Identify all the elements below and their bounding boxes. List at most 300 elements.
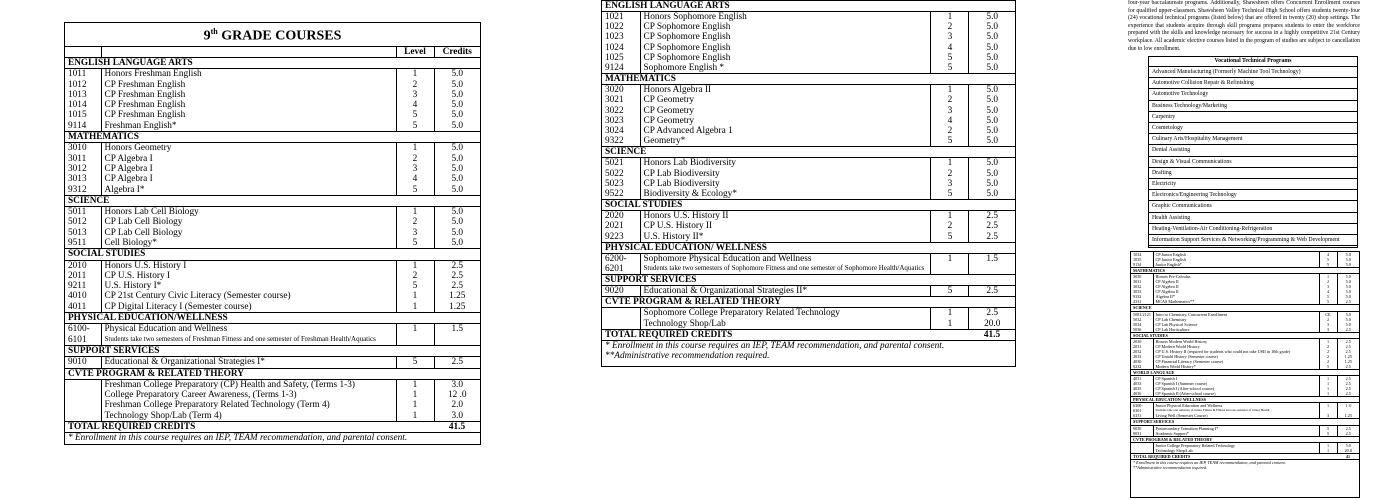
course-level: 5 (931, 63, 969, 74)
course-code: 1014 (65, 100, 101, 110)
course-credits: 1.25 (1337, 359, 1359, 364)
course-code: 1011 (65, 69, 101, 80)
course-credits: 5.0 (434, 90, 480, 100)
course-code: 4011 (65, 302, 101, 313)
course-level: 1 (1319, 274, 1337, 280)
vocational-program-item: Advanced Manufacturing (Formerly Machine Tool Technology) (1149, 67, 1357, 78)
course-credits: 5.0 (969, 169, 1015, 179)
course-name: CP Freshman English (104, 89, 186, 100)
course-level: 4 (931, 43, 969, 53)
course-name: Postsecondary Transition Planning I* (1155, 425, 1219, 431)
course-credits: 2.5 (1337, 391, 1359, 397)
section-title: SUPPORT SERVICES (1131, 419, 1359, 425)
course-name (640, 253, 931, 274)
table-row (602, 286, 1015, 297)
course-level: 1 (1319, 448, 1337, 454)
course-credits: 5.0 (969, 158, 1015, 169)
course-credits: 2.5 (1337, 299, 1359, 305)
course-code (65, 400, 101, 410)
course-code: 9312 (65, 185, 101, 196)
course-level: 5 (931, 136, 969, 147)
course-credits: 5.0 (434, 110, 480, 120)
course-code: 2033 (1131, 354, 1153, 359)
vocational-program-item: Dental Assisting (1149, 145, 1357, 156)
course-level: 5 (396, 185, 434, 196)
course-name: Honors U.S. History II (643, 211, 729, 222)
course-code: 9134 (1131, 262, 1153, 268)
vocational-program-item: Electronics/Engineering Technology (1149, 190, 1357, 201)
course-name: CP Algebra II (1155, 279, 1179, 285)
course-code: 1034 (1131, 252, 1153, 257)
total-label: TOTAL REQUIRED CREDITS (65, 422, 434, 433)
section-title: SUPPORT SERVICES (65, 345, 480, 356)
course-name: CP U.S. History I (104, 270, 171, 281)
course-level: 1 (396, 390, 434, 400)
course-name: Honors Modern World History (1155, 338, 1208, 344)
course-credits: 5.0 (969, 106, 1015, 116)
course-credits: 5.0 (434, 174, 480, 184)
course-credits: 2.5 (434, 271, 480, 281)
course-credits: 5.0 (969, 12, 1015, 23)
course-code: 9522 (602, 189, 640, 200)
course-credits: 5.0 (1337, 262, 1359, 268)
course-name: CP Freshman English (104, 79, 186, 90)
section-header (602, 200, 1015, 211)
course-level: 1 (1319, 338, 1337, 344)
total-value: 41 (1337, 453, 1359, 459)
section-title: MATHEMATICS (65, 132, 480, 143)
course-level: 2 (1319, 354, 1337, 359)
course-credits: 5.0 (434, 69, 480, 80)
course-code: 3011 (65, 154, 101, 164)
course-code (65, 390, 101, 400)
section-header (602, 242, 1015, 253)
course-credits: 5.0 (969, 179, 1015, 189)
course-name: Educational & Organizational Strategies II* (643, 286, 808, 297)
course-name: Modern World History* (1155, 363, 1196, 369)
course-code: 3022 (602, 106, 640, 116)
course-credits: 5.0 (434, 143, 480, 154)
table-row (602, 95, 1015, 105)
course-note: Students take two semesters of Freshman Fitness and one semester of Freshman Health/Aquatics (104, 334, 376, 343)
course-credits: 5.0 (1337, 322, 1359, 327)
section-title: CVTE PROGRAM & RELATED THEORY (602, 297, 1015, 308)
course-name: CP Lab Cell Biology (104, 217, 183, 228)
course-code: 5036 (1131, 327, 1153, 333)
course-code: 9114 (65, 121, 101, 132)
course-level: 2 (931, 22, 969, 32)
course-table (602, 0, 1015, 361)
vocational-program-item: Automotive Technology (1149, 89, 1357, 100)
table-row (65, 411, 480, 422)
course-note: Students take one semester of Junior Fitness & Fitness and one semester of Junior Health (1155, 408, 1270, 413)
course-credits: 5.0 (969, 126, 1015, 136)
table-row (602, 211, 1015, 222)
table-row (65, 207, 480, 218)
course-level: 1 (396, 69, 434, 80)
course-level: 4 (396, 174, 434, 184)
course-credits: 2.5 (1337, 425, 1359, 431)
course-credits: 12 .0 (434, 390, 480, 400)
course-name: Academic Support* (1155, 430, 1189, 436)
course-credits: 5.0 (434, 228, 480, 238)
section-header (65, 195, 480, 206)
course-code: 1025 (602, 53, 640, 63)
course-code: 1015 (65, 110, 101, 120)
course-name: CP Algebra I (104, 174, 153, 185)
course-code: 9511 (65, 238, 101, 249)
course-level: 2 (396, 217, 434, 227)
course-name: Algebra II* (1155, 294, 1175, 300)
course-code (65, 379, 101, 390)
course-credits: 5.0 (1337, 442, 1359, 448)
course-code: 9322 (602, 136, 640, 147)
course-credits: 3.0 (434, 379, 480, 390)
table-header (65, 47, 480, 58)
course-code: 6100- 6101 (65, 324, 101, 346)
course-credits: 5.0 (434, 185, 480, 196)
table-row (65, 174, 480, 184)
course-code: 9211 (65, 281, 101, 291)
course-level: 5 (396, 110, 434, 120)
course-level: 1 (931, 319, 969, 330)
course-level: 5 (396, 281, 434, 291)
course-level: 2 (396, 80, 434, 90)
course-name: Honors Geometry (104, 143, 172, 154)
course-name: CP Junior English (1155, 252, 1186, 257)
table-row (602, 253, 1015, 274)
section-title: SCIENCE (65, 195, 480, 206)
course-level: 5 (931, 189, 969, 200)
course-credits: 5.0 (969, 116, 1015, 126)
course-level: 4 (931, 116, 969, 126)
vocational-program-item: Heating-Ventilation-Air Conditioning-Refrigeration (1149, 224, 1357, 235)
table-row (65, 154, 480, 164)
section-title: SCIENCE (602, 147, 1015, 158)
course-credits: 5.0 (969, 32, 1015, 42)
table-row (65, 90, 480, 100)
vocational-program-item: Culinary Arts/Hospitality Management (1149, 134, 1357, 145)
course-name: CP Sophomore English (643, 52, 731, 63)
course-level: 1 (396, 411, 434, 422)
section-title: SOCIAL STUDIES (65, 249, 480, 260)
course-code: 2021 (602, 221, 640, 231)
section-title: WORLD LANGUAGE (1131, 370, 1359, 376)
course-name: U.S. History I* (104, 281, 162, 292)
course-credits: 5.0 (1337, 257, 1359, 262)
course-name: Technology Shop/Lab (1155, 447, 1193, 453)
course-name: CP Lab Physical Science (1155, 321, 1198, 327)
course-credits: 5.0 (434, 164, 480, 174)
course-name: Honors U.S. History I (104, 260, 187, 271)
course-name: CP Digital Literacy I (Semester course) (104, 301, 252, 312)
course-level: 1 (396, 400, 434, 410)
course-code: 3033 (1131, 289, 1153, 294)
course-code: 5022 (602, 169, 640, 179)
course-level: 2 (931, 95, 969, 105)
section-header (602, 297, 1015, 308)
course-level: 1 (396, 379, 434, 390)
section-title: SOCIAL STUDIES (1131, 332, 1359, 338)
footnote (602, 341, 1015, 352)
course-name: CP Lab Chemistry (1155, 316, 1187, 322)
total-row (602, 329, 1015, 340)
course-name: Freshman College Preparatory Related Technology (Term 4) (104, 400, 330, 411)
course-name: CP Advanced Algebra 1 (643, 126, 733, 137)
course-level: 1 (396, 260, 434, 271)
total-value: 41.5 (434, 422, 480, 433)
course-level: 3 (931, 179, 969, 189)
course-code: 5012 (65, 217, 101, 227)
course-name: Honors Sophomore English (643, 12, 747, 22)
course-credits: 5.0 (1337, 317, 1359, 322)
course-level: 2 (1319, 279, 1337, 284)
course-level: 1 (931, 12, 969, 23)
section-title: MATHEMATICS (1131, 268, 1359, 274)
course-name: CP Lab Biodiversity (643, 178, 720, 189)
course-name: CP Spanish I (Summer course) (1155, 381, 1208, 387)
course-name: Technology Shop/Lab (643, 318, 726, 329)
course-name: CP Geometry (643, 115, 695, 126)
section-title: PHYSICAL EDUCATION/ WELLNESS (602, 242, 1015, 253)
course-code: 9010 (65, 357, 101, 368)
footnote-text: * Enrollment in this course requires an IEP, TEAM recommendation, and parental consent. (1133, 459, 1286, 465)
course-code: 2032 (1131, 349, 1153, 354)
course-credits: 5.0 (1337, 284, 1359, 289)
vocational-program-item: Carpentry (1149, 112, 1357, 123)
course-level: 5 (396, 121, 434, 132)
section-header (602, 1, 1015, 12)
section-title: MATHEMATICS (602, 74, 1015, 85)
course-name: CP Algebra I (104, 153, 153, 164)
section-title: ENGLISH LANGUAGE ARTS (65, 57, 480, 68)
eleventh-grade-courses-page (1130, 251, 1360, 498)
table-row (65, 217, 480, 227)
course-name: Junior College Preparatory Related Technology (1155, 442, 1236, 448)
course-name: CP U.S. History II (required for students who could not take USII in 10th grade) (1155, 348, 1291, 354)
vocational-program-item: Automotive Collision Repair & Refinishing (1149, 78, 1357, 89)
course-code: 5011 (65, 207, 101, 218)
footnote-text: * Enrollment in this course requires an IEP, TEAM recommendation, and parental consent. (605, 341, 945, 352)
course-level: 5 (1319, 425, 1337, 431)
course-code: 1022 (602, 22, 640, 32)
course-level: 5 (1319, 257, 1337, 262)
course-name: Freshman College Preparatory (CP) Health and Safety, (Terms 1-3) (104, 379, 355, 390)
course-code: 2010 (65, 260, 101, 271)
course-code: 9030 (1131, 425, 1153, 431)
vocational-program-item (1149, 246, 1357, 248)
course-code: 1023 (602, 32, 640, 42)
course-level: 1 (1319, 381, 1337, 386)
course-credits: 2.5 (1337, 376, 1359, 382)
table-row (602, 106, 1015, 116)
course-credits: 5.0 (969, 22, 1015, 32)
course-level: 5 (931, 286, 969, 297)
course-credits: 2.5 (969, 232, 1015, 243)
section-title: ENGLISH LANGUAGE ARTS (602, 1, 1015, 12)
vocational-program-item: Design & Visual Communications (1149, 157, 1357, 168)
course-credits: 1.25 (1337, 413, 1359, 419)
course-code: 9332 (1131, 294, 1153, 299)
course-credits: 5.0 (969, 53, 1015, 63)
course-name: CP Financial Literacy (Semester course) (1155, 358, 1224, 364)
table-row (65, 291, 480, 301)
course-level: 1 (931, 253, 969, 274)
course-level: 1 (396, 207, 434, 218)
course-level: 3 (1319, 322, 1337, 327)
table-row (602, 319, 1015, 330)
course-name: MCAS Mathematics** (1155, 299, 1195, 305)
section-title: SOCIAL STUDIES (602, 200, 1015, 211)
course-level: 2 (931, 126, 969, 136)
course-name: Honors Lab Biodiversity (643, 158, 736, 169)
course-credits: 1.5 (434, 324, 480, 346)
course-level: 3 (931, 32, 969, 42)
course-code: 9223 (602, 232, 640, 243)
course-credits: 1.25 (434, 302, 480, 313)
table-row (65, 238, 480, 249)
course-credits: 5.0 (1337, 294, 1359, 299)
course-code (602, 308, 640, 319)
course-name: CP Sophomore English (643, 22, 731, 33)
course-name: CP Freshman English (104, 110, 186, 121)
footnote (1131, 465, 1359, 470)
ninth-grade-courses-page (64, 22, 481, 445)
course-level: 2 (1319, 349, 1337, 354)
course-credits: 20.0 (1337, 448, 1359, 454)
course-credits: 5.0 (434, 238, 480, 249)
tenth-grade-courses-page (601, 0, 1016, 367)
section-header (602, 275, 1015, 286)
course-level: 2 (396, 271, 434, 281)
table-row (602, 232, 1015, 243)
table-row (602, 221, 1015, 231)
program-intro-text (1128, 0, 1360, 53)
table-row (65, 121, 480, 132)
course-code: 4331 (1131, 299, 1153, 305)
course-credits: 1.5 (969, 253, 1015, 274)
course-level: 5 (1319, 299, 1337, 305)
table-row (65, 324, 480, 346)
course-code (65, 411, 101, 422)
course-code: 1021 (602, 12, 640, 23)
course-name: CP Junior English (1155, 257, 1186, 263)
course-level: 1 (931, 211, 969, 222)
course-code: 9232 (1131, 364, 1153, 370)
course-credits: 5.0 (434, 80, 480, 90)
table-row (1131, 403, 1359, 414)
course-credits: 5.0 (434, 121, 480, 132)
course-name: CP Freshman English (104, 100, 186, 111)
table-row (65, 143, 480, 154)
course-name: CP Lab Horticulture (1155, 326, 1190, 332)
table-row (65, 357, 480, 368)
course-credits: 5.0 (434, 154, 480, 164)
course-name: CP Spanish II (After-school course) (1155, 391, 1216, 397)
course-name: CP U.S. History II (643, 221, 713, 232)
course-name: Geometry* (643, 136, 686, 147)
course-credits: 2.5 (434, 357, 480, 368)
course-level: 4 (1319, 252, 1337, 257)
course-code: 5013 (65, 228, 101, 238)
course-code: 5032 (1131, 317, 1153, 322)
course-level: 1 (1319, 403, 1337, 414)
course-code: 5021 (602, 158, 640, 169)
vocational-program-item: Cosmetology (1149, 123, 1357, 134)
vocational-program-item: Health Assisting (1149, 213, 1357, 224)
course-level: 3 (1319, 284, 1337, 289)
course-code: 5081/2121 (1131, 311, 1153, 317)
course-code: 3024 (602, 126, 640, 136)
course-name: College Preparatory Career Awareness, (Terms 1-3) (104, 390, 297, 401)
course-code: 2011 (65, 271, 101, 281)
course-level: 1 (1319, 376, 1337, 382)
course-name: Biodiversity & Ecology* (643, 189, 737, 200)
table-row (65, 100, 480, 110)
table-row (602, 308, 1015, 319)
course-level: 3 (931, 106, 969, 116)
course-code: 1024 (602, 43, 640, 53)
course-level: 4 (1319, 289, 1337, 294)
table-row (65, 164, 480, 174)
course-credits: 5.0 (1337, 311, 1359, 317)
course-code: 2031 (1131, 344, 1153, 349)
course-level: 1 (396, 324, 434, 346)
vocational-program-item: Graphic Communications (1149, 201, 1357, 212)
course-credits: 2.0 (434, 400, 480, 410)
course-level: 1 (931, 308, 969, 319)
course-level: 3 (1319, 413, 1337, 419)
course-level: 2 (1319, 344, 1337, 349)
course-level: 5 (396, 238, 434, 249)
total-value: 41.5 (969, 329, 1015, 340)
course-credits: 2.5 (1337, 327, 1359, 333)
course-level: 3 (396, 90, 434, 100)
course-credits: 2.5 (1337, 386, 1359, 391)
course-level: 5 (931, 232, 969, 243)
page-title: 9th GRADE COURSES (65, 23, 480, 47)
course-code: 9031 (1131, 431, 1153, 437)
course-credits: 5.0 (434, 100, 480, 110)
section-title: PHYSICAL EDUCATION/ WELLNESS (1131, 397, 1359, 403)
table-row (65, 400, 480, 410)
vocational-program-item: Drafting (1149, 168, 1357, 179)
course-credits: 5.0 (969, 136, 1015, 147)
course-credits: 2.5 (1337, 338, 1359, 344)
course-code: 9124 (602, 63, 640, 74)
course-credits: 2.5 (969, 286, 1015, 297)
course-name: CP Sophomore English (643, 42, 731, 53)
course-code: 6331 (1131, 413, 1153, 419)
footnote (602, 351, 1015, 361)
course-credits: 2.5 (969, 308, 1015, 319)
table-row (65, 185, 480, 196)
course-name: CP Algebra II (1155, 289, 1179, 295)
section-title: PHYSICAL EDUCATION/WELLNESS (65, 313, 480, 324)
table-row (65, 260, 480, 271)
course-code (602, 319, 640, 330)
section-header (602, 147, 1015, 158)
course-level: 2 (396, 154, 434, 164)
course-credits: 2.5 (1337, 381, 1359, 386)
course-code: 3021 (602, 95, 640, 105)
course-name (1153, 403, 1319, 414)
course-name: CP Geometry (643, 95, 695, 106)
intro-paragraph: four-year baccalaureate programs. Additionally, Shawsheen offers Concurrent Enrollment courses for qualified upper-classmen. Shawsheen Valley Technical High School offers students twenty-four (24) vocational technical programs (listed below) that are offered in twenty (20) shop settings. The experience that students acquire through skill programs prepares students to enter the workforce prepared with the skills and knowledge necessary for success in a highly competitive 21st Century workplace. All academic elective courses listed in the program of studies are subject to cancellation due to low enrollment. (1128, 0, 1360, 52)
course-credits: 3.0 (434, 411, 480, 422)
course-name: Honors Algebra II (643, 85, 712, 96)
course-credits: 5.0 (434, 207, 480, 218)
